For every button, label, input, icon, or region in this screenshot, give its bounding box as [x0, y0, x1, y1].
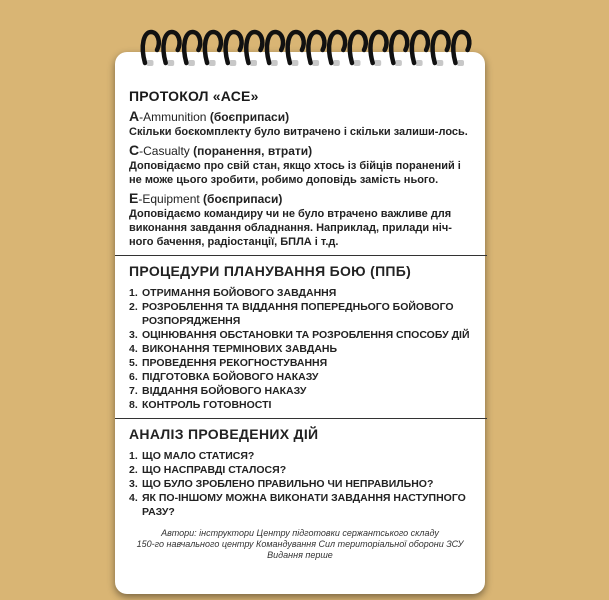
- ace-latin-term: -Ammunition: [139, 110, 207, 124]
- list-item: [129, 491, 473, 519]
- item-text: ПІДГОТОВКА БОЙОВОГО НАКАЗУ: [142, 371, 319, 383]
- ace-latin-term: -Casualty: [139, 144, 190, 158]
- item-number: 1.: [129, 450, 138, 462]
- section-divider: [115, 418, 487, 419]
- credits-footer: [115, 528, 485, 561]
- item-number: 6.: [129, 371, 138, 383]
- list-item: [129, 463, 473, 477]
- list-item: [129, 449, 473, 463]
- list-item: [129, 477, 473, 491]
- item-number: 4.: [129, 492, 138, 504]
- ace-description: Скільки боєкомплекту було витрачено і скільки залиши-лось.: [129, 126, 468, 138]
- item-number: 3.: [129, 478, 138, 490]
- ppb-title: ПРОЦЕДУРИ ПЛАНУВАННЯ БОЮ (ППБ): [129, 263, 412, 279]
- item-text: ЩО БУЛО ЗРОБЛЕНО ПРАВИЛЬНО ЧИ НЕПРАВИЛЬНО?: [142, 478, 434, 490]
- item-number: 3.: [129, 329, 138, 341]
- list-item: [129, 286, 473, 300]
- notepad-card: [115, 52, 485, 594]
- ace-description: Доповідаємо про свій стан, якщо хтось із бійців поранений і не може цього зробити, робимо доповідь замість нього.: [129, 160, 461, 186]
- item-number: 4.: [129, 343, 138, 355]
- section-divider: [115, 255, 487, 256]
- list-item: [129, 398, 473, 412]
- aar-list: [129, 449, 473, 519]
- edition-line: Видання перше: [267, 550, 333, 560]
- item-number: 5.: [129, 357, 138, 369]
- item-text: КОНТРОЛЬ ГОТОВНОСТІ: [142, 399, 272, 411]
- credits-line: Автори: інструктори Центру підготовки сержантського складу: [161, 528, 439, 538]
- item-text: ПРОВЕДЕННЯ РЕКОГНОСТУВАННЯ: [142, 357, 328, 369]
- notepad-content: [129, 88, 473, 519]
- item-text: ОЦІНЮВАННЯ ОБСТАНОВКИ ТА РОЗРОБЛЕННЯ СПОСОБУ ДІЙ: [142, 329, 470, 341]
- list-item: [129, 384, 473, 398]
- item-text: ЯК ПО-ІНШОМУ МОЖНА ВИКОНАТИ ЗАВДАННЯ НАСТУПНОГО РАЗУ?: [142, 492, 466, 518]
- item-number: 2.: [129, 464, 138, 476]
- aar-section: [129, 426, 473, 519]
- ace-latin-term: -Equipment: [138, 192, 200, 206]
- item-text: ЩО МАЛО СТАТИСЯ?: [142, 450, 255, 462]
- ace-item-casualty: [129, 142, 473, 187]
- ace-title: ПРОТОКОЛ «АСЕ»: [129, 88, 259, 104]
- ace-note: (поранення, втрати): [189, 144, 313, 158]
- item-number: 7.: [129, 385, 138, 397]
- list-item: [129, 342, 473, 356]
- ace-item-heading: [129, 142, 473, 158]
- ace-letter: С: [129, 142, 140, 158]
- list-item: [129, 370, 473, 384]
- ppb-list: [129, 286, 473, 412]
- aar-title: АНАЛІЗ ПРОВЕДЕНИХ ДІЙ: [129, 426, 319, 442]
- item-number: 1.: [129, 287, 138, 299]
- item-number: 2.: [129, 301, 138, 313]
- credits-line: 150-го навчального центру Командування Сил територіальної оборони ЗСУ: [136, 539, 464, 549]
- item-text: ЩО НАСПРАВДІ СТАЛОСЯ?: [142, 464, 287, 476]
- ace-note: (боєприпаси): [206, 110, 290, 124]
- ace-item-heading: [129, 108, 473, 124]
- list-item: [129, 300, 473, 328]
- ace-letter: А: [129, 108, 140, 124]
- ace-item-ammunition: [129, 108, 473, 139]
- ace-letter: Е: [129, 190, 139, 206]
- item-text: ОТРИМАННЯ БОЙОВОГО ЗАВДАННЯ: [142, 287, 337, 299]
- item-number: 8.: [129, 399, 138, 411]
- ace-item-heading: [129, 190, 473, 206]
- ace-description: Доповідаємо командиру чи не було втрачено важливе для виконання завдання обладнання. Наприклад, прилади ніч-ного бачення, радіостанції, БПЛА і т.д.: [129, 208, 452, 248]
- item-text: ВИКОНАННЯ ТЕРМІНОВИХ ЗАВДАНЬ: [142, 343, 338, 355]
- list-item: [129, 356, 473, 370]
- ace-section: [129, 88, 473, 249]
- item-text: РОЗРОБЛЕННЯ ТА ВІДДАННЯ ПОПЕРЕДНЬОГО БОЙОВОГО РОЗПОРЯДЖЕННЯ: [142, 301, 454, 327]
- item-text: ВІДДАННЯ БОЙОВОГО НАКАЗУ: [142, 385, 307, 397]
- ace-note: (боєприпаси): [199, 192, 283, 206]
- ace-item-equipment: [129, 190, 473, 249]
- list-item: [129, 328, 473, 342]
- ppb-section: [129, 263, 473, 412]
